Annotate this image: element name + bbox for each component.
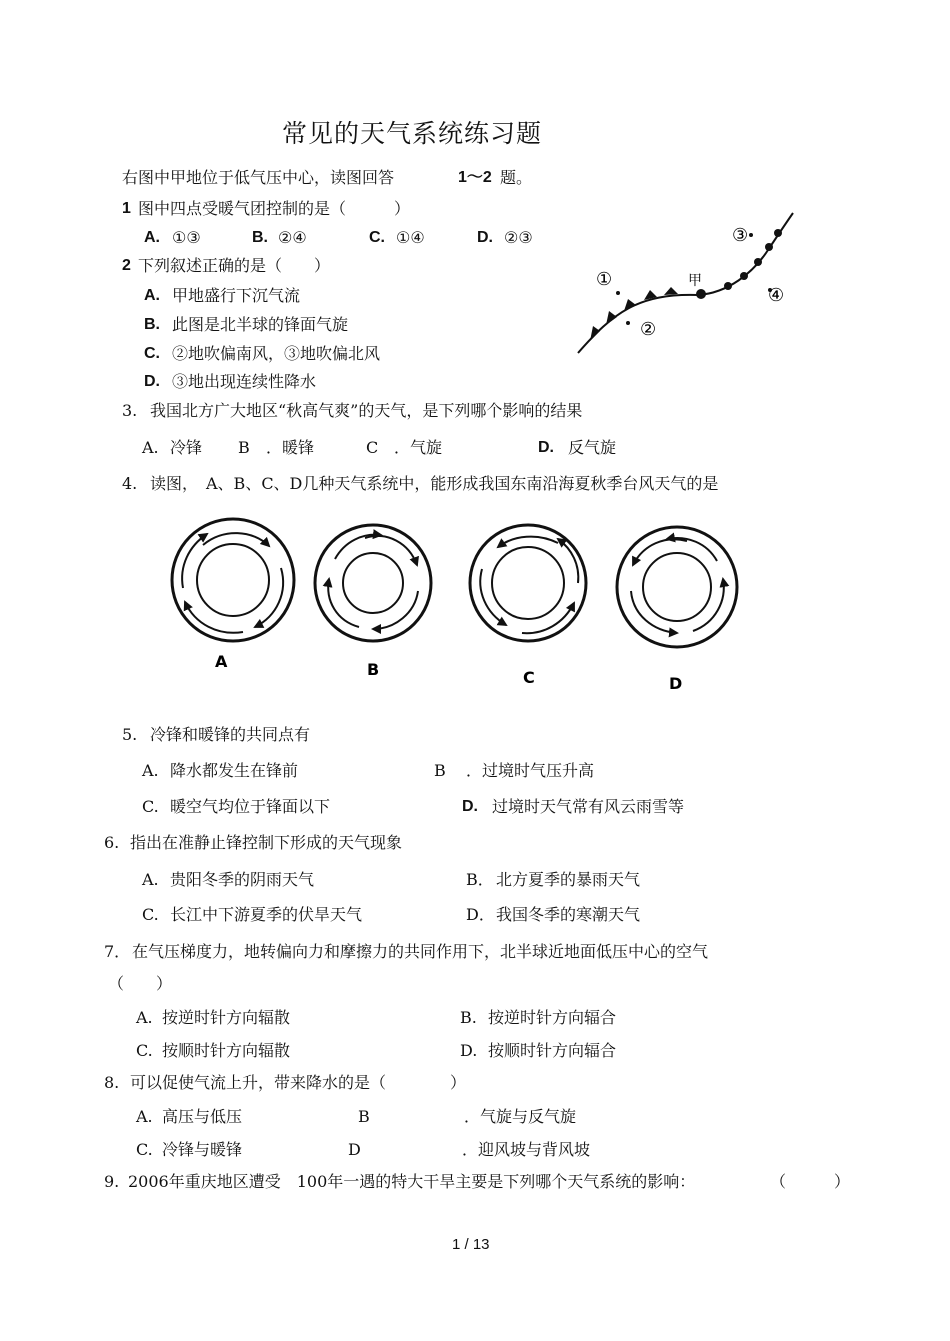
q2-option-c-text: ②地吹偏南风，③地吹偏北风: [172, 344, 381, 363]
q1-option-a-text: ①③: [172, 228, 201, 247]
q1-number: 1: [122, 200, 131, 217]
q5-option-c-label: C.: [142, 797, 159, 816]
q7-option-a-text: 按逆时针方向辐散: [162, 1008, 291, 1027]
q5-number: 5.: [122, 725, 138, 744]
label-1: ①: [596, 269, 613, 290]
figure-b: [315, 525, 431, 641]
figure-label-b: B: [367, 660, 380, 679]
q7-option-a-label: A.: [136, 1008, 153, 1027]
q6-number: 6.: [104, 833, 120, 852]
q6-option-a-text: 贵阳冬季的阴雨天气: [170, 870, 315, 889]
q2-option-a-label: A.: [144, 287, 160, 304]
page-number: 1 / 13: [452, 1236, 490, 1253]
q5-option-d-label: D.: [462, 798, 478, 815]
q8-option-d-text: ．迎风坡与背风坡: [462, 1140, 591, 1159]
q5-option-a-label: A.: [142, 761, 159, 780]
intro-range: 1～2: [458, 169, 492, 186]
q9-text: 2006年重庆地区遭受 100年一遇的特大干旱主要是下列哪个天气系统的影响：: [128, 1172, 696, 1191]
cyclone-figures: [160, 505, 760, 705]
q6-option-b-label: B．: [466, 870, 494, 889]
label-3: ③: [732, 225, 749, 246]
figure-label-c: C: [523, 668, 535, 687]
q5-option-b-label: B: [434, 761, 446, 780]
intro-suffix: 题。: [500, 168, 533, 187]
q7-option-c-label: C.: [136, 1041, 153, 1060]
q2-option-c-label: C.: [144, 345, 160, 362]
q1-option-c-label: C.: [369, 229, 385, 246]
q3-text: 我国北方广大地区“秋高气爽”的天气，是下列哪个影响的结果: [150, 401, 583, 420]
q3-number: 3.: [122, 401, 138, 420]
q8-option-d-label: D: [348, 1140, 361, 1159]
q6-option-c-text: 长江中下游夏季的伏旱天气: [170, 905, 363, 924]
q3-option-a-label: A.: [142, 438, 159, 457]
q3-option-b-label: B: [238, 438, 250, 457]
q7-option-b-text: 按逆时针方向辐合: [488, 1008, 617, 1027]
q1-option-b-text: ②④: [278, 228, 307, 247]
q7-text: 在气压梯度力，地转偏向力和摩擦力的共同作用下，北半球近地面低压中心的空气: [132, 942, 709, 961]
q6-option-c-label: C.: [142, 905, 159, 924]
q4-number: 4.: [122, 474, 138, 493]
q2-option-a-text: 甲地盛行下沉气流: [172, 286, 301, 305]
q3-option-d-text: 反气旋: [568, 438, 617, 457]
figure-label-a: A: [215, 652, 228, 671]
q8-option-b-text: ．气旋与反气旋: [464, 1107, 577, 1126]
jia-center-dot: [696, 289, 706, 299]
q7-option-c-text: 按顺时针方向辐散: [162, 1041, 291, 1060]
label-jia: 甲: [688, 273, 702, 289]
frontal-cyclone-diagram: [568, 195, 808, 375]
q1-text: 图中四点受暖气团控制的是（ ）: [138, 199, 411, 218]
q1-option-b-label: B.: [252, 229, 268, 246]
q8-option-a-text: 高压与低压: [162, 1107, 243, 1126]
q2-option-b-text: 此图是北半球的锋面气旋: [172, 315, 349, 334]
q6-option-d-text: 我国冬季的寒潮天气: [496, 905, 641, 924]
q8-text: 可以促使气流上升，带来降水的是（ ）: [130, 1073, 467, 1092]
q2-option-d-label: D.: [144, 373, 160, 390]
q1-option-a-label: A.: [144, 229, 160, 246]
q7-option-b-label: B.: [460, 1008, 477, 1027]
q1-option-d-label: D.: [477, 229, 493, 246]
q2-number: 2: [122, 257, 131, 274]
q5-option-a-text: 降水都发生在锋前: [170, 761, 299, 780]
q5-option-d-text: 过境时天气常有风云雨雪等: [492, 797, 685, 816]
q3-option-b-text: ．暖锋: [266, 438, 315, 457]
q2-text: 下列叙述正确的是（ ）: [138, 256, 331, 275]
figure-label-d: D: [669, 674, 683, 693]
q5-option-b-text: ．过境时气压升高: [466, 761, 595, 780]
q9-number: 9.: [104, 1172, 120, 1191]
q3-option-c-label: C: [366, 438, 379, 457]
page-title: 常见的天气系统练习题: [282, 119, 543, 148]
q8-option-b-label: B: [358, 1107, 370, 1126]
q5-text: 冷锋和暖锋的共同点有: [150, 725, 311, 744]
q2-option-d-text: ③地出现连续性降水: [172, 372, 317, 391]
q6-option-b-text: 北方夏季的暴雨天气: [496, 870, 641, 889]
q9-answer-paren: （ ）: [770, 1172, 851, 1191]
figure-d: [617, 527, 737, 647]
figure-c: [470, 525, 586, 641]
q8-option-c-text: 冷锋与暖锋: [162, 1140, 243, 1159]
intro-text: 右图中甲地位于低气压中心，读图回答: [122, 168, 395, 187]
q6-option-a-label: A.: [142, 870, 159, 889]
q1-option-c-text: ①④: [396, 228, 425, 247]
label-4: ④: [768, 285, 785, 306]
q6-text: 指出在准静止锋控制下形成的天气现象: [130, 833, 403, 852]
q3-option-c-text: ．气旋: [394, 438, 443, 457]
q3-option-a-text: 冷锋: [170, 438, 203, 457]
q6-option-d-label: D．: [466, 905, 495, 924]
q3-option-d-label: D.: [538, 439, 554, 456]
q2-option-b-label: B.: [144, 316, 160, 333]
cold-front-triangles: [590, 287, 678, 341]
figure-a: [172, 519, 294, 641]
q1-option-d-text: ②③: [504, 228, 533, 247]
label-2: ②: [640, 319, 657, 340]
q8-number: 8.: [104, 1073, 120, 1092]
q5-option-c-text: 暖空气均位于锋面以下: [170, 797, 331, 816]
q8-option-c-label: C.: [136, 1140, 153, 1159]
q7-answer-paren: （ ）: [108, 974, 173, 993]
q7-option-d-label: D.: [460, 1041, 478, 1060]
q8-option-a-label: A.: [136, 1107, 153, 1126]
q7-option-d-text: 按顺时针方向辐合: [488, 1041, 617, 1060]
q4-text: 读图， A、B、C、D几种天气系统中，能形成我国东南沿海夏秋季台风天气的是: [150, 474, 719, 493]
q7-number: 7．: [104, 942, 131, 961]
